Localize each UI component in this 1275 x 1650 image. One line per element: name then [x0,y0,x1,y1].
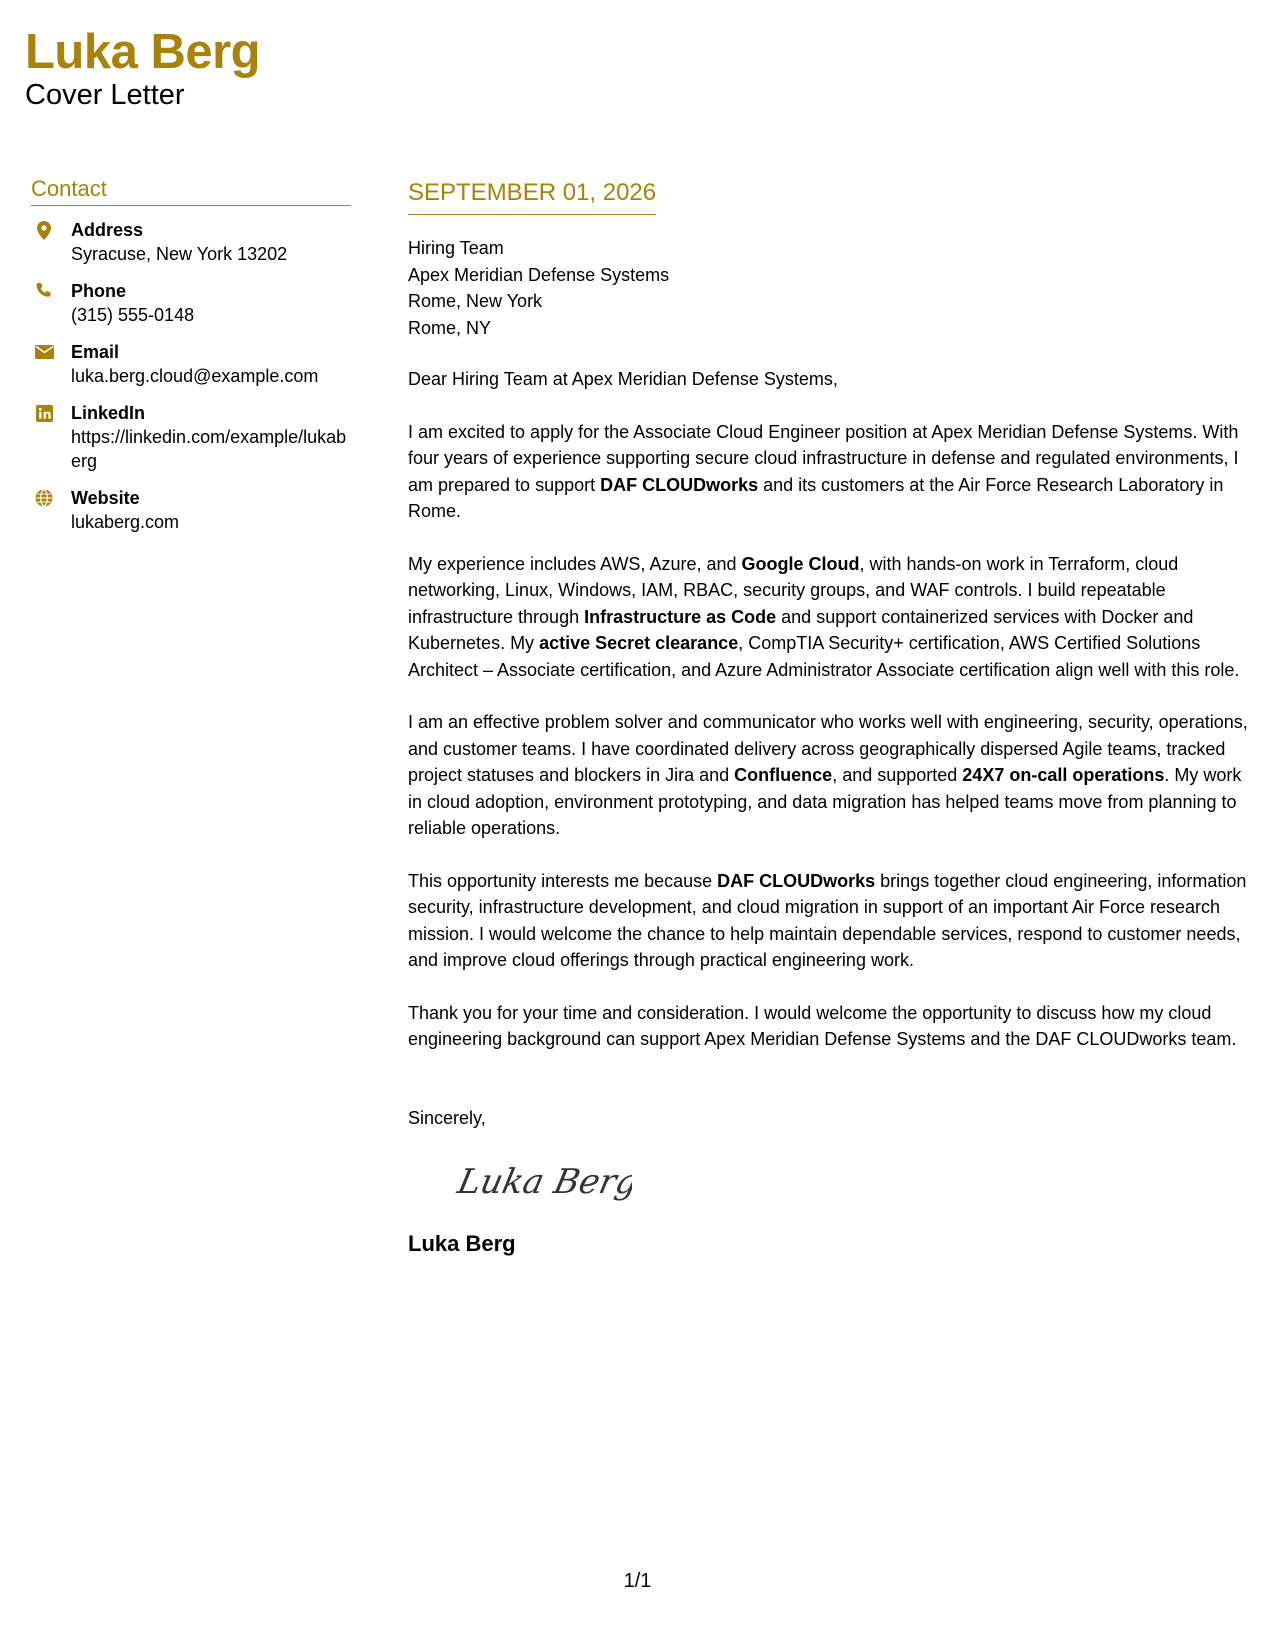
svg-text:Luka Berg: Luka Berg [454,1162,632,1202]
letter-date: SEPTEMBER 01, 2026 [408,179,657,206]
body-paragraph [408,551,1248,684]
recipient-line: Rome, NY [408,317,492,338]
contact-sidebar [31,175,351,547]
body-paragraph [408,868,1248,974]
date-block [408,178,656,215]
paragraph-text: brings together cloud engineering, information security, infrastructure development, and cloud migration in support of an important Air Force research mission. I would welcome the chance to help maintain dependable services, respond to customer needs, and improve cloud offerings through practical engineering work. [408,870,1247,970]
phone-value: (315) 555-0148 [71,305,195,325]
recipient-line: Hiring Team [408,238,504,258]
paragraph-text: , CompTIA Security+ certification, AWS Certified Solutions Architect – Associate certification, and Azure Administrator Associate certification align well with this role. [408,633,1240,680]
contact-label: Address [71,220,144,240]
paragraph-text: , with hands-on work in Terraform, cloud networking, Linux, Windows, IAM, RBAC, security groups, and WAF controls. I build repeatable infrastructure through [408,553,1179,627]
emphasis-text: Infrastructure as Code [584,606,777,627]
paragraph-text: This opportunity interests me because [408,870,718,891]
contact-item-phone [31,279,351,327]
linkedin-link[interactable]: https://linkedin.com/example/lukaberg [71,427,347,471]
closing: Sincerely, [408,1107,486,1128]
address-value: Syracuse, New York 13202 [71,244,288,264]
contact-list [31,218,351,534]
emphasis-text: 24X7 on-call operations [962,765,1165,785]
signature-image [452,1153,632,1209]
envelope-icon [34,342,54,362]
email-link[interactable]: luka.berg.cloud@example.com [71,366,319,386]
applicant-name: Luka Berg [25,25,261,79]
contact-label: Email [71,342,120,362]
paragraph-text: My experience includes AWS, Azure, and [408,553,742,574]
contact-label: LinkedIn [71,403,146,423]
paragraph-text: I am excited to apply for the Associate Cloud Engineer position at Apex Meridian Defense Systems. With four years of experience supporting secure cloud infrastructure in defense and regulated environments, I am prepared to support [408,421,1239,495]
recipient-line: Rome, New York [408,291,543,311]
contact-label: Phone [71,281,127,301]
contact-heading: Contact [31,175,351,206]
paragraph-text: , and supported [832,765,963,785]
contact-item-address [31,218,351,266]
document-subtitle: Cover Letter [25,79,185,111]
signed-name: Luka Berg [408,1231,516,1256]
emphasis-text: active Secret clearance [539,633,739,653]
phone-icon [34,281,54,301]
salutation: Dear Hiring Team at Apex Meridian Defense Systems, [408,369,838,389]
location-pin-icon [34,220,54,240]
paragraph-text: . My work in cloud adoption, environment prototyping, and data migration has helped teams move from planning to reliable operations. [408,765,1242,838]
contact-item-linkedin [31,401,351,473]
paragraph-text: I am an effective problem solver and communicator who works well with engineering, security, operations, and customer teams. I have coordinated delivery across geographically dispersed Agile teams, tracked project statuses and blockers in Jira and [408,712,1248,785]
body-paragraph [408,1000,1248,1053]
linkedin-icon [34,403,54,423]
paragraph-text: and its customers at the Air Force Research Laboratory in Rome. [408,474,1224,521]
website-link[interactable]: lukaberg.com [71,512,180,532]
letter-paragraphs [408,419,1248,1053]
letter-body [408,178,1248,1258]
paragraph-text: and support containerized services with Docker and Kubernetes. My [408,606,1194,653]
page-number: 1/1 [623,1570,652,1592]
recipient-line: Apex Meridian Defense Systems [408,264,670,285]
globe-icon [34,488,54,508]
contact-item-website [31,486,351,534]
paragraph-text: Thank you for your time and consideration. I would welcome the opportunity to discuss how my cloud engineering background can support Apex Meridian Defense Systems and the DAF CLOUDworks team. [408,1002,1237,1049]
emphasis-text: DAF CLOUDworks [600,474,759,495]
emphasis-text: Google Cloud [741,553,860,574]
emphasis-text: DAF CLOUDworks [717,870,876,891]
emphasis-text: Confluence [734,765,833,785]
page-header [25,24,260,112]
contact-item-email [31,340,351,388]
body-paragraph [408,419,1248,525]
contact-label: Website [71,488,140,508]
recipient-block [408,235,1248,341]
body-paragraph [408,709,1248,842]
